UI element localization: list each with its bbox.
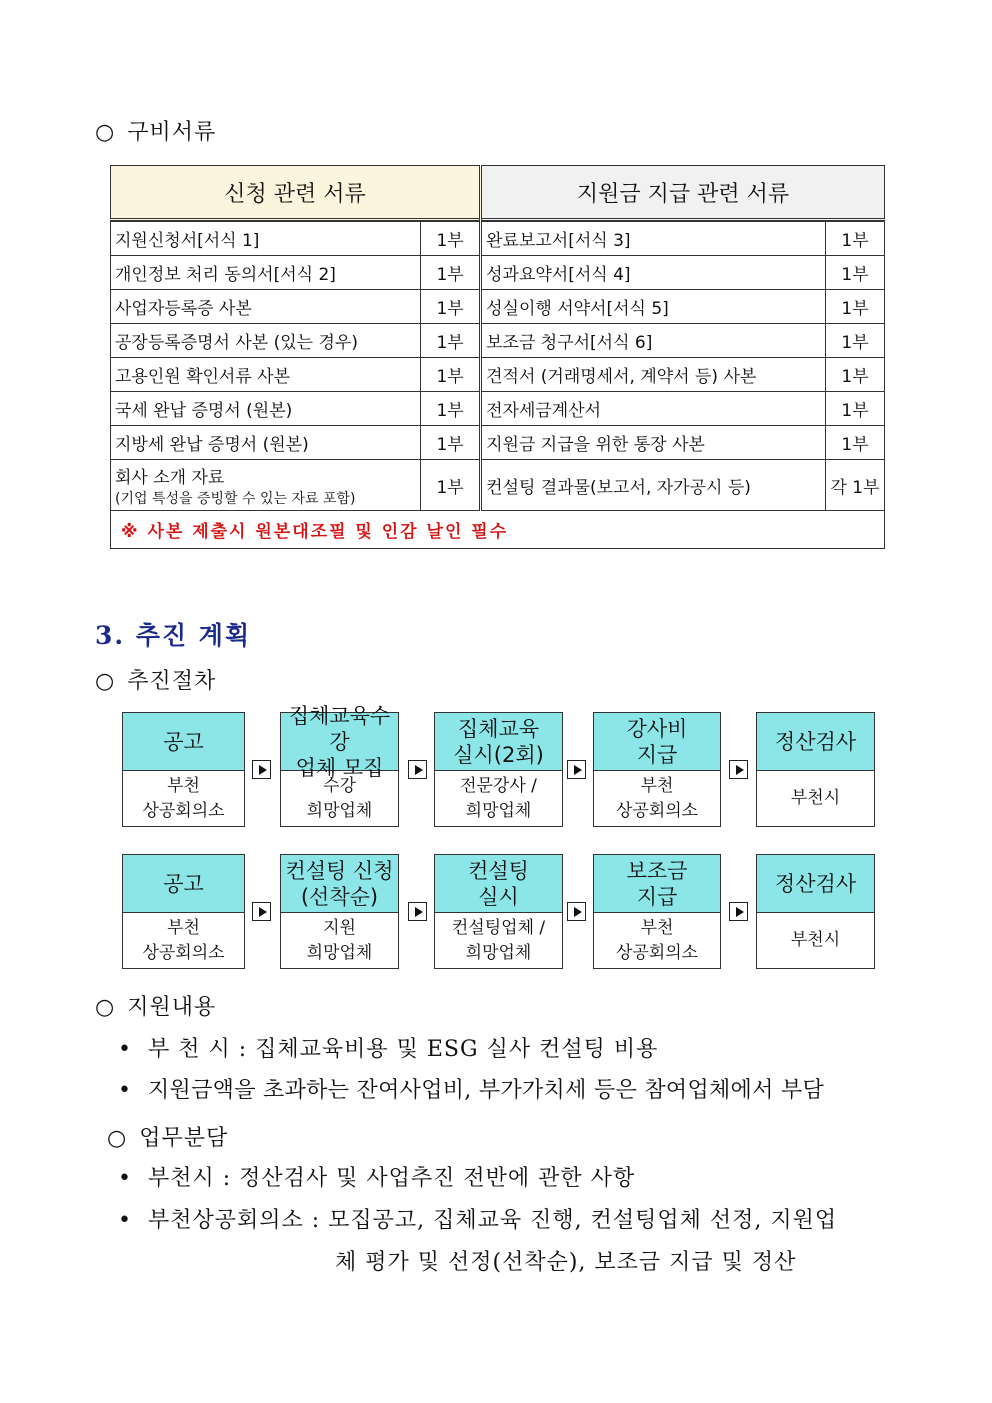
docs-heading-text: 구비서류 xyxy=(127,120,217,145)
arrow-right-icon xyxy=(729,760,748,779)
roles-item xyxy=(118,1203,837,1234)
table-row xyxy=(111,392,885,426)
doc-name-cell xyxy=(111,222,421,256)
doc-name: 국세 완납 증명서 (원본) xyxy=(115,401,293,421)
doc-count: 1부 xyxy=(826,222,885,256)
procedure-heading-text: 추진절차 xyxy=(127,669,217,694)
step-title: 정산검사 xyxy=(757,855,874,913)
process-step xyxy=(593,712,721,827)
step-title: 정산검사 xyxy=(757,713,874,771)
doc-name-cell xyxy=(111,426,421,460)
support-item xyxy=(118,1032,658,1063)
step-owner: 컨설팅업체 / 희망업체 xyxy=(451,917,546,963)
step-owner: 부천시 xyxy=(790,930,841,950)
bullet-icon: • xyxy=(118,1166,132,1191)
roles-item-continuation: 체 평가 및 선정(선착순), 보조금 지급 및 정산 xyxy=(335,1250,797,1275)
roles-heading-text: 업무분담 xyxy=(139,1126,229,1151)
roles-item xyxy=(118,1161,635,1192)
roles-item-text: 부천상공회의소 : 모집공고, 집체교육 진행, 컨설팅업체 선정, 지원업 xyxy=(147,1208,838,1233)
doc-name-cell xyxy=(111,460,421,511)
step-owner: 수강 희망업체 xyxy=(306,775,373,821)
circle-mark: ○ xyxy=(95,995,116,1020)
doc-name-cell xyxy=(111,290,421,324)
section-title: 3. 추진 계획 xyxy=(95,621,252,650)
doc-name-cell xyxy=(111,358,421,392)
doc-name-cell xyxy=(111,256,421,290)
process-step xyxy=(434,712,563,827)
doc-count: 1부 xyxy=(421,358,481,392)
doc-count: 1부 xyxy=(421,290,481,324)
step-owner: 부천 상공회의소 xyxy=(615,917,699,963)
process-step xyxy=(122,854,245,969)
doc-count: 1부 xyxy=(421,426,481,460)
doc-count: 1부 xyxy=(826,256,885,290)
circle-mark: ○ xyxy=(95,120,116,145)
step-title: 공고 xyxy=(123,713,244,771)
table-row xyxy=(111,358,885,392)
docs-heading xyxy=(95,115,216,146)
doc-count: 1부 xyxy=(421,392,481,426)
doc-name: 견적서 (거래명세서, 계약서 등) 사본 xyxy=(481,358,826,392)
process-step xyxy=(756,854,875,969)
doc-count: 각 1부 xyxy=(826,460,885,511)
doc-count: 1부 xyxy=(826,426,885,460)
doc-name: 지원금 지급을 위한 통장 사본 xyxy=(481,426,826,460)
support-item xyxy=(118,1073,824,1104)
circle-mark: ○ xyxy=(95,669,116,694)
doc-name: 회사 소개 자료 xyxy=(115,467,225,488)
step-owner: 부천 상공회의소 xyxy=(142,775,225,821)
doc-count: 1부 xyxy=(421,324,481,358)
bullet-icon: • xyxy=(118,1208,132,1233)
support-item-text: 부 천 시 : 집체교육비용 및 ESG 실사 컨설팅 비용 xyxy=(147,1037,659,1062)
roles-heading xyxy=(107,1121,228,1152)
support-heading-text: 지원내용 xyxy=(127,995,217,1020)
doc-count: 1부 xyxy=(826,392,885,426)
doc-name: 지방세 완납 증명서 (원본) xyxy=(115,435,309,455)
doc-name-cell xyxy=(111,392,421,426)
bullet-icon: • xyxy=(118,1078,132,1103)
step-title: 집체교육수강 업체 모집 xyxy=(281,713,398,771)
doc-count: 1부 xyxy=(421,460,481,511)
bullet-icon: • xyxy=(118,1037,132,1062)
doc-name: 컨설팅 결과물(보고서, 자가공시 등) xyxy=(481,460,826,511)
step-title: 집체교육 실시(2회) xyxy=(435,713,562,771)
step-title: 컨설팅 신청 (선착순) xyxy=(281,855,398,913)
arrow-right-icon xyxy=(408,902,427,921)
arrow-right-icon xyxy=(252,902,271,921)
process-step xyxy=(756,712,875,827)
doc-name: 개인정보 처리 동의서[서식 2] xyxy=(115,265,336,285)
arrow-right-icon xyxy=(567,902,586,921)
doc-count: 1부 xyxy=(421,222,481,256)
doc-name: 성실이행 서약서[서식 5] xyxy=(481,290,826,324)
arrow-right-icon xyxy=(252,760,271,779)
circle-mark: ○ xyxy=(107,1126,128,1151)
doc-name-note: (기업 특성을 증빙할 수 있는 자료 포함) xyxy=(115,490,356,507)
process-step xyxy=(280,703,399,827)
arrow-right-icon xyxy=(408,760,427,779)
doc-count: 1부 xyxy=(826,358,885,392)
doc-count: 1부 xyxy=(826,324,885,358)
step-owner: 부천시 xyxy=(790,788,841,808)
step-title: 보조금 지급 xyxy=(594,855,720,913)
step-owner: 전문강사 / 희망업체 xyxy=(460,775,537,821)
step-title: 강사비 지급 xyxy=(594,713,720,771)
doc-name: 사업자등록증 사본 xyxy=(115,299,252,319)
table-row xyxy=(111,426,885,460)
table-row xyxy=(111,290,885,324)
process-step xyxy=(434,854,563,969)
arrow-right-icon xyxy=(729,902,748,921)
arrow-right-icon xyxy=(567,760,586,779)
step-title: 공고 xyxy=(123,855,244,913)
step-owner: 부천 상공회의소 xyxy=(615,775,699,821)
doc-name: 지원신청서[서식 1] xyxy=(115,231,260,251)
header-application-docs: 신청 관련 서류 xyxy=(111,166,481,220)
doc-count: 1부 xyxy=(826,290,885,324)
step-owner: 지원 희망업체 xyxy=(306,917,373,963)
process-step xyxy=(593,854,721,969)
doc-name: 완료보고서[서식 3] xyxy=(481,222,826,256)
doc-count: 1부 xyxy=(421,256,481,290)
table-row xyxy=(111,222,885,256)
doc-name-cell xyxy=(111,324,421,358)
table-row xyxy=(111,460,885,511)
copy-notice: ※ 사본 제출시 원본대조필 및 인감 날인 필수 xyxy=(111,511,885,549)
procedure-heading xyxy=(95,664,216,695)
doc-name: 공장등록증명서 사본 (있는 경우) xyxy=(115,333,358,353)
doc-name: 보조금 청구서[서식 6] xyxy=(481,324,826,358)
header-payment-docs: 지원금 지급 관련 서류 xyxy=(481,166,885,220)
process-step xyxy=(280,854,399,969)
doc-name: 전자세금계산서 xyxy=(481,392,826,426)
step-owner: 부천 상공회의소 xyxy=(142,917,225,963)
support-item-text: 지원금액을 초과하는 잔여사업비, 부가가치세 등은 참여업체에서 부담 xyxy=(147,1078,825,1103)
table-row xyxy=(111,256,885,290)
doc-name: 고용인원 확인서류 사본 xyxy=(115,367,291,387)
table-row xyxy=(111,324,885,358)
process-step xyxy=(122,712,245,827)
step-title: 컨설팅 실시 xyxy=(435,855,562,913)
roles-item-text: 부천시 : 정산검사 및 사업추진 전반에 관한 사항 xyxy=(147,1166,636,1191)
required-documents-table xyxy=(110,165,885,549)
support-heading xyxy=(95,990,216,1021)
doc-name: 성과요약서[서식 4] xyxy=(481,256,826,290)
